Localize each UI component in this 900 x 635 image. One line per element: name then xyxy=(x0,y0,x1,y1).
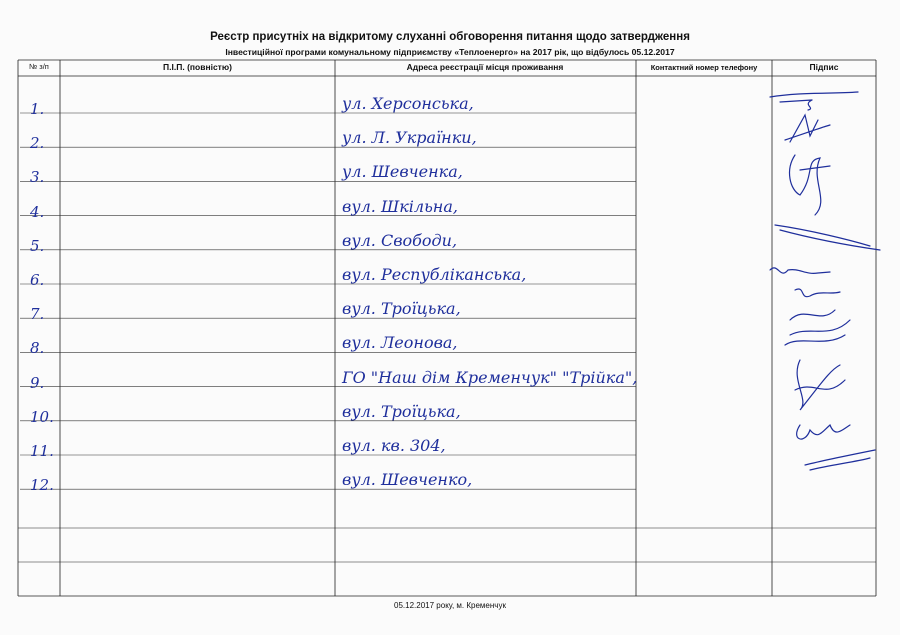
row-address: ул. Шевченка, xyxy=(342,162,463,182)
row-number: 8. xyxy=(30,339,45,358)
row-address: вул. Шевченко, xyxy=(342,470,473,490)
row-number: 2. xyxy=(30,134,45,153)
signature-11 xyxy=(805,450,875,470)
row-number: 6. xyxy=(30,271,45,289)
row-address: вул. Троїцька, xyxy=(342,299,461,319)
signature-9 xyxy=(795,360,845,410)
row-number: 5. xyxy=(30,236,45,255)
signature-7 xyxy=(790,289,840,320)
signature-6 xyxy=(770,268,830,273)
row-address: ГО "Наш дім Кременчук" "Трійка", xyxy=(342,367,638,387)
signature-1 xyxy=(770,92,858,110)
row-address: вул. Шкільна, xyxy=(342,196,458,216)
row-address: вул. Троїцька, xyxy=(342,401,461,421)
column-header-phone: Контактний номер телефону xyxy=(650,63,758,72)
row-address: вул. Свободи, xyxy=(342,230,458,250)
signature-8 xyxy=(785,320,850,345)
column-header-address: Адреса реєстрації місця проживання xyxy=(406,62,564,72)
row-number: 4. xyxy=(30,202,45,221)
row-address: вул. Республіканська, xyxy=(342,265,527,284)
column-header-signature: Підпис xyxy=(809,62,839,72)
document-footer: 05.12.2017 року, м. Кременчук xyxy=(394,601,506,610)
signature-4 xyxy=(775,225,880,250)
column-header-name: П.І.П. (повністю) xyxy=(163,62,232,72)
document-subtitle: Інвестиційної програми комунальному підприємству «Теплоенерго» на 2017 рік, що відбулось 05.12.2017 xyxy=(225,47,675,57)
signatures-handwritten xyxy=(760,80,900,480)
row-number: 9. xyxy=(30,373,45,392)
row-address: вул. кв. 304, xyxy=(342,436,446,455)
row-number: 12. xyxy=(30,476,54,495)
document-title: Реєстр присутніх на відкритому слуханні обговорення питання щодо затвердження xyxy=(210,31,690,43)
row-number: 7. xyxy=(30,305,45,324)
row-address: вул. Леонова, xyxy=(342,333,458,353)
row-address: ул. Л. Українки, xyxy=(342,128,477,148)
row-number: 1. xyxy=(30,100,45,118)
row-number: 11. xyxy=(30,442,54,460)
column-header-number: № з/п xyxy=(29,62,49,71)
signature-10 xyxy=(797,425,850,439)
signature-2 xyxy=(785,115,830,142)
row-number: 10. xyxy=(30,407,54,426)
row-address: ул. Херсонська, xyxy=(342,94,474,113)
row-number: 3. xyxy=(30,168,45,187)
signature-3 xyxy=(790,155,830,215)
